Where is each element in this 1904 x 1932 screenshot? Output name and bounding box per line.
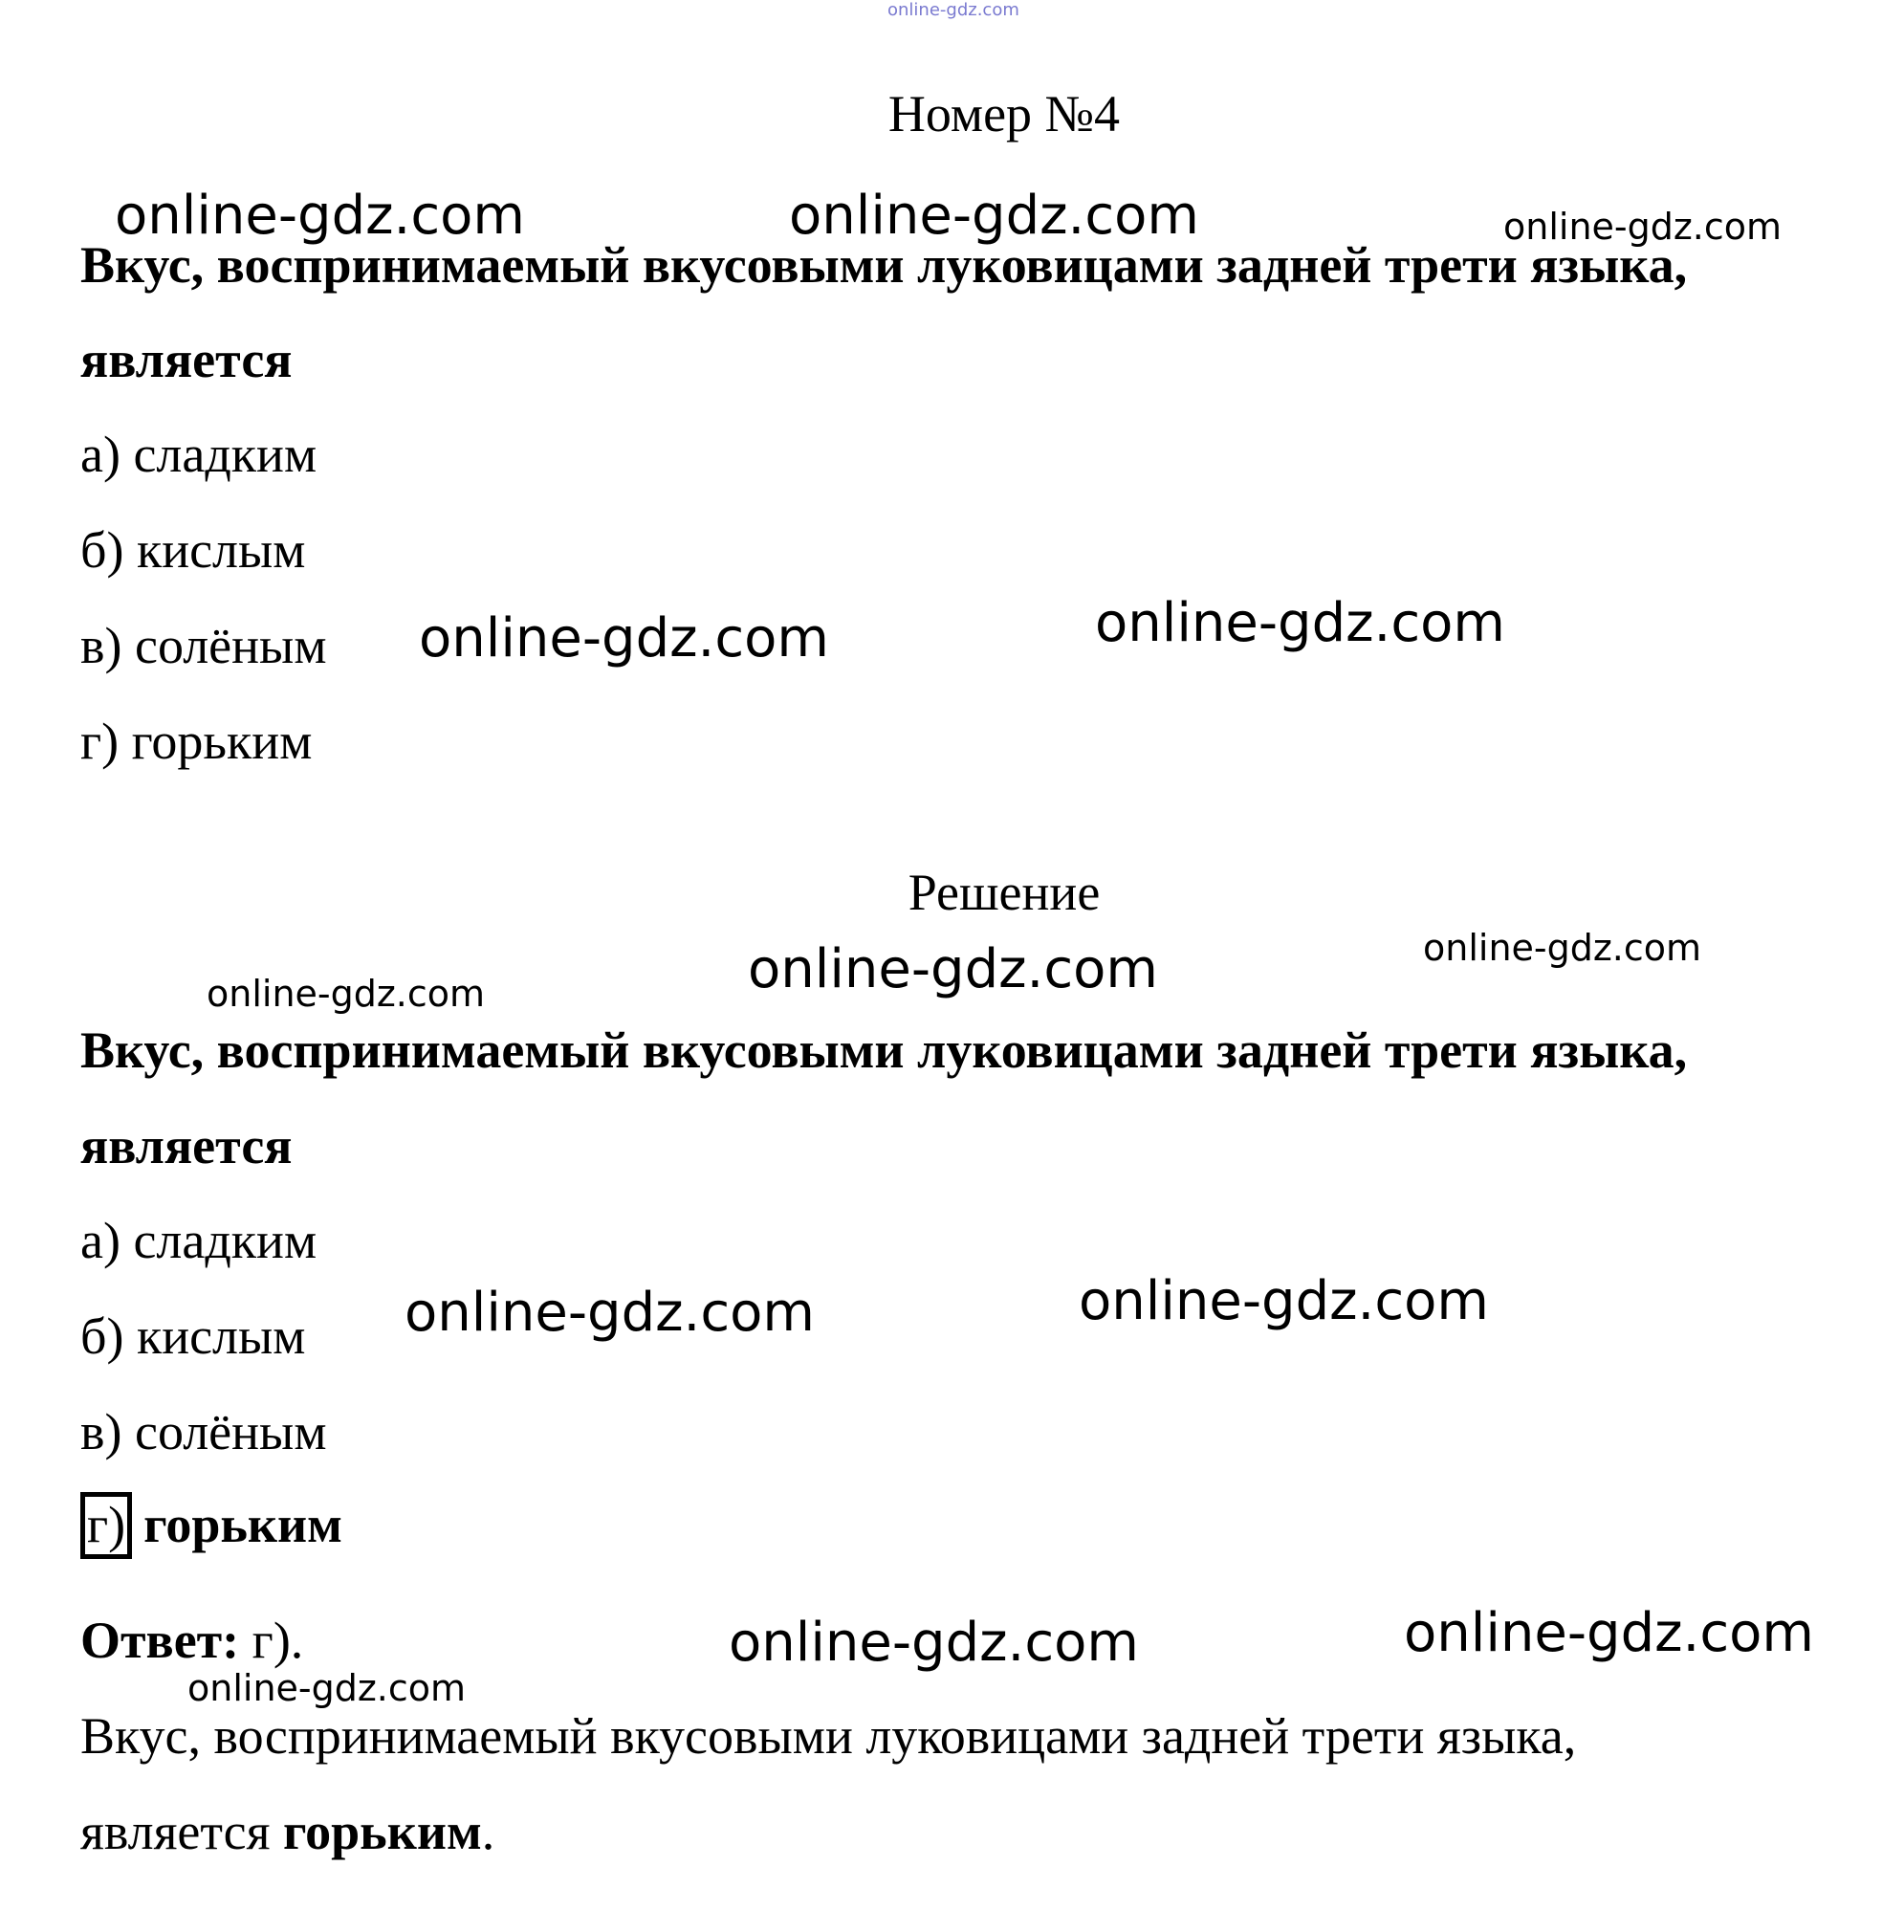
- answer-line: [80, 1612, 304, 1669]
- watermark: online-gdz.com: [115, 185, 525, 247]
- explanation-line-2: [80, 1803, 495, 1860]
- watermark: online-gdz.com: [1423, 927, 1702, 969]
- watermark: online-gdz.com: [729, 1612, 1139, 1674]
- watermark-top: online-gdz.com: [887, 0, 1019, 20]
- watermark: online-gdz.com: [187, 1667, 467, 1709]
- selected-answer-box: г): [80, 1492, 132, 1559]
- explanation-prefix: является: [80, 1803, 283, 1860]
- solution-option-c: в) солёным: [80, 1403, 327, 1460]
- watermark: online-gdz.com: [1095, 592, 1505, 654]
- solution-option-a: а) сладким: [80, 1212, 317, 1269]
- question-line-1: Вкус, воспринимаемый вкусовыми луковицами задней трети языка,: [80, 236, 1688, 294]
- watermark: online-gdz.com: [748, 938, 1158, 1000]
- option-a: а) сладким: [80, 426, 317, 483]
- solution-question-line-2: является: [80, 1117, 293, 1175]
- solution-question-line-1: Вкус, воспринимаемый вкусовыми луковицами задней трети языка,: [80, 1021, 1688, 1079]
- option-c: в) солёным: [80, 617, 327, 674]
- watermark: online-gdz.com: [419, 607, 829, 670]
- solution-option-d-selected: [80, 1492, 342, 1559]
- explanation-bold-answer: горьким: [282, 1803, 482, 1860]
- selected-answer-text: горьким: [143, 1496, 342, 1553]
- page-title: Номер №4: [887, 85, 1121, 143]
- watermark: online-gdz.com: [1404, 1602, 1814, 1664]
- solution-option-b: б) кислым: [80, 1307, 306, 1365]
- watermark: online-gdz.com: [207, 973, 486, 1015]
- watermark: online-gdz.com: [789, 185, 1199, 247]
- solution-heading: Решение: [908, 864, 1101, 921]
- answer-label: Ответ:: [80, 1612, 240, 1669]
- watermark: online-gdz.com: [405, 1282, 815, 1344]
- option-d: г) горьким: [80, 713, 313, 770]
- answer-value: г).: [252, 1612, 304, 1669]
- question-line-2: является: [80, 331, 293, 388]
- option-b: б) кислым: [80, 521, 306, 579]
- explanation-line-1: Вкус, воспринимаемый вкусовыми луковицами задней трети языка,: [80, 1707, 1577, 1765]
- watermark: online-gdz.com: [1079, 1270, 1489, 1332]
- explanation-suffix: .: [481, 1803, 495, 1860]
- watermark: online-gdz.com: [1503, 206, 1783, 248]
